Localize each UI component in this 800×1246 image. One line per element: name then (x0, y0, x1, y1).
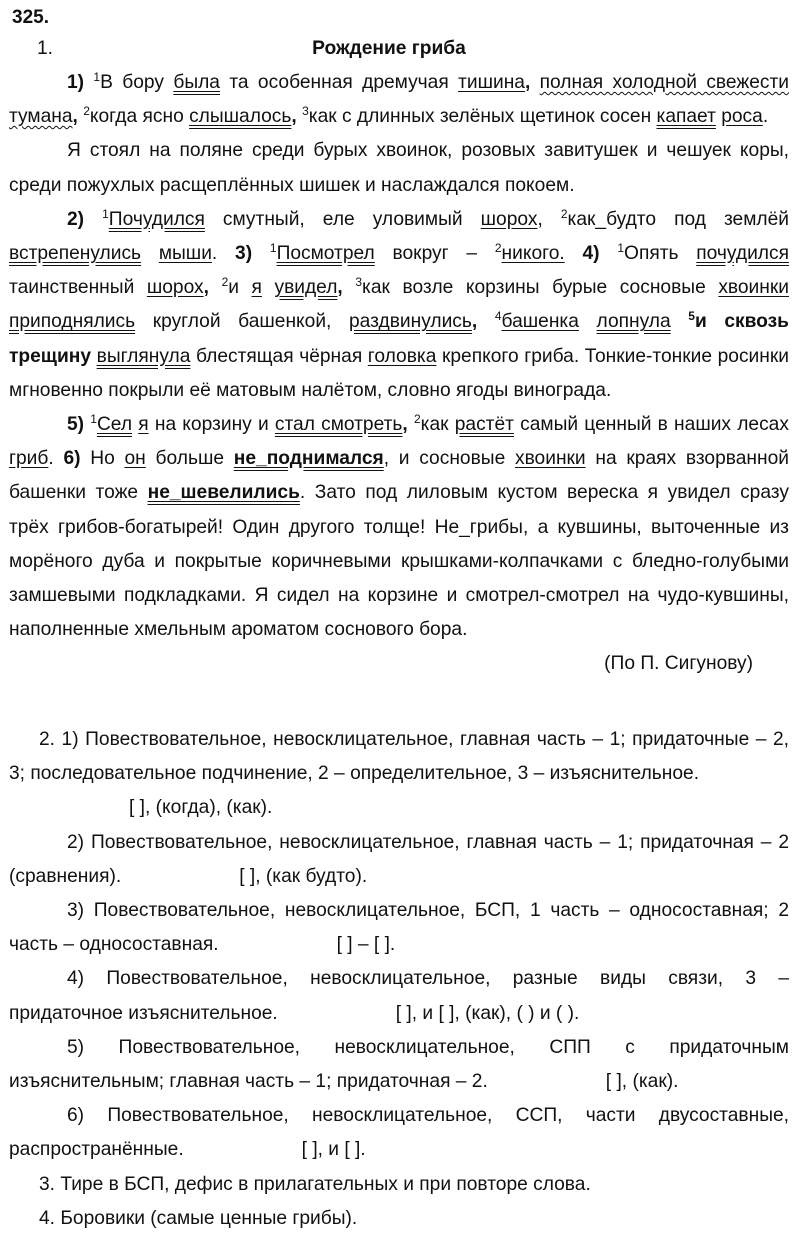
analysis-4: 4. Боровики (самые ценные грибы). (39, 1207, 358, 1229)
predicate: Сел (96, 414, 133, 436)
subject: хвоинки (514, 448, 586, 470)
analysis-2-2: 2) Повествовательное, невосклицательное, главная часть – 1; придаточная – 2 (сравнения). [ ], (как будто). (9, 831, 789, 887)
paragraph-2: Я стоял на поляне среди бурых хвоинок, розовых завитушек и чешуек коры, среди пожухлых расщеплённых шишек и наслаждался покоем. (9, 140, 789, 196)
predicate: встрепенулись (9, 243, 142, 265)
analysis-2-1: 2. 1) Повествовательное, невосклицательное, главная часть – 1; придаточные – 2, 3; последовательное подчинение, 2 – определительное, 3 – изъяснительное. (9, 729, 789, 785)
title-line (9, 38, 789, 64)
subject: роса (721, 106, 763, 128)
subject: тишина (458, 72, 525, 93)
item-number: 1. (37, 38, 54, 59)
predicate: лопнула (596, 311, 671, 333)
subject: гриб (9, 448, 49, 470)
predicate: не_поднимался (233, 448, 384, 470)
paragraph-1: 1) $^1$В бору была та особенная дремучая тишина, полная холодной свежести тумана, $^2$когда ясно слышалось, $^3$как с длинных зелёных щетинок сосен капает роса. (9, 70, 789, 128)
subject: шорох (480, 208, 538, 230)
subject: башенка (501, 311, 579, 333)
predicate: слышалось (189, 106, 292, 128)
subject: шорох (146, 277, 204, 299)
predicate: увидел (274, 277, 338, 299)
text-title: Рождение гриба (312, 38, 466, 59)
subject: никого. (501, 243, 565, 265)
paragraph-4: 5) $^1$Сел я на корзину и стал смотреть, $^2$как растёт самый ценный в наших лесах гриб. 6) Но он больше не_поднимался, и сосновые хвоинки на краях взорванной башенки тоже не_шевелились. Зато под лиловым кустом вереска я увидел сразу трёх грибов-богатырей! Один другого толще! Не_грибы, а кувшины, выточенные из морёного дуба и покрытые коричневыми крышками-колпачками с бледно-голубыми замшевыми подкладками. Я сидел на корзине и смотрел-смотрел на чудо-кувшины, наполненные хмельным ароматом соснового бора. (9, 412, 789, 641)
subject: хвоинки (718, 277, 789, 299)
predicate: раздвинулись (349, 311, 472, 333)
analysis-2-5: 5) Повествовательное, невосклицательное, СПП с придаточным изъяснительным; главная часть – 1; придаточная – 2. [ ], (как). (9, 1036, 789, 1093)
predicate: Почудился (108, 208, 205, 230)
predicate: выглянула (96, 345, 191, 367)
subject: я (251, 277, 262, 299)
predicate: приподнялись (9, 311, 136, 333)
source-attribution: (По П. Сигунову) (604, 653, 753, 675)
main-text (9, 66, 789, 682)
analysis-2-4: 4) Повествовательное, невосклицательное, разные виды связи, 3 – придаточное изъяснительное. [ ], и [ ], (как), ( ) и ( ). (9, 968, 789, 1024)
subject: мыши (158, 243, 212, 265)
analysis-2-3: 3) Повествовательное, невосклицательное, БСП, 1 часть – односоставная; 2 часть – односоставная. [ ] – [ ]. (9, 900, 789, 956)
analysis-2-6: 6) Повествовательное, невосклицательное, ССП, части двусоставные, распространённые. [ ], и [ ]. (9, 1105, 789, 1161)
subject: головка (367, 345, 437, 367)
exercise-number: 325. (12, 7, 49, 28)
predicate: не_шевелились (147, 482, 300, 504)
predicate: стал смотреть (274, 414, 403, 436)
predicate: растёт (454, 414, 514, 436)
predicate: почудился (696, 243, 789, 265)
analysis-2-1-scheme: [ ], (когда), (как). (129, 797, 273, 819)
predicate: была (173, 72, 220, 93)
predicate: Посмотрел (276, 243, 375, 265)
paragraph-3: 2) $^1$Почудился смутный, еле уловимый шорох, $^2$как_будто под землёй встрепенулись мыши. 3) $^1$Посмотрел вокруг – $^2$никого. 4) $^1$Опять почудился таинственный шорох, $^2$и я увидел, $^3$как возле корзины бурые сосновые хвоинки приподнялись круглой башенкой, раздвинулись, $^4$башенка лопнула $^5$и сквозь трещину выглянула блестящая чёрная головка крепкого гриба. Тонкие-тонкие росинки мгновенно покрыли её матовым налётом, словно ягоды винограда. (9, 206, 789, 401)
subject: он (124, 448, 146, 470)
analysis-3: 3. Тире в БСП, дефис в прилагательных и при повторе слова. (39, 1173, 591, 1195)
analysis (9, 723, 789, 1236)
predicate: капает (656, 106, 716, 128)
subject: я (138, 414, 149, 436)
modifier: полная холодной свежести тумана (9, 72, 789, 128)
